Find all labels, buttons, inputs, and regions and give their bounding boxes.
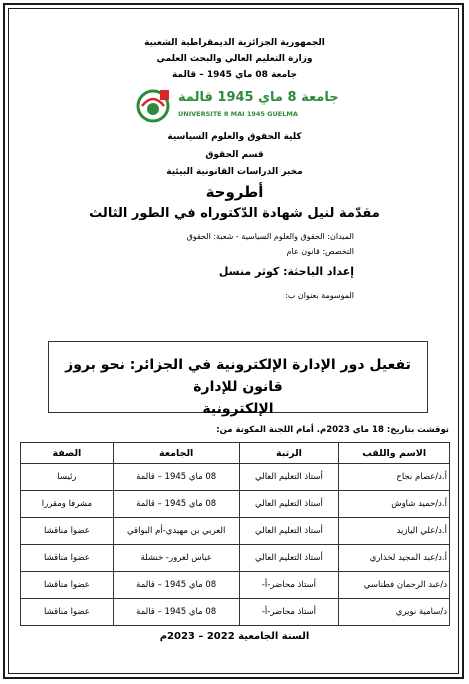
member-name: د/عبد الرحمان فطناسي [339,572,450,599]
member-role: عضوا مناقشا [21,572,114,599]
header-rank: الرتبة [239,443,339,464]
member-name: أ.د/عبد المجيد لخذاري [339,545,450,572]
table-header-row [21,443,450,464]
university-line: جامعة 08 ماي 1945 – قالمة [171,70,298,80]
member-role: عضوا مناقشا [21,599,114,626]
header-name: الاسم واللقب [339,443,450,464]
member-rank: أستاذ التعليم العالي [239,464,339,491]
thesis-type: أطروحة [205,183,264,201]
member-rank: أستاذ التعليم العالي [239,491,339,518]
table-row [21,518,450,545]
table-row [21,572,450,599]
thesis-purpose: مقدّمة لنيل شهادة الدّكتوراه في الطور الثالث [89,206,380,221]
member-name: د/سامية نويري [339,599,450,626]
member-university: العربي بن مهيدي-أم البواقي [113,518,239,545]
member-role: مشرفا ومقررا [21,491,114,518]
logo-french-text: UNIVERSITE 8 MAI 1945 GUELMA [178,110,298,118]
republic-line: الجمهورية الجزائرية الديمقراطية الشعبية [144,38,325,48]
member-rank: أستاذ محاضر-أ- [239,572,339,599]
table-row [21,491,450,518]
lab-line: مخبر الدراسات القانونية البيئية [166,167,303,177]
member-rank: أستاذ التعليم العالي [239,518,339,545]
titled-line: الموسومة بعنوان ب: [285,291,354,300]
logo-arabic-text: جامعة 8 ماي 1945 قالمة [178,90,339,105]
department-line: قسم الحقوق [205,150,264,160]
member-name: أ.د/علي اليازيد [339,518,450,545]
committee-table [20,442,450,626]
member-name: أ.د/عصام نجاح [339,464,450,491]
member-role: رئيسا [21,464,114,491]
academic-year: السنة الجامعية 2022 – 2023م [159,631,310,642]
faculty-line: كلية الحقوق والعلوم السياسية [167,132,302,142]
thesis-title-line1: تفعيل دور الإدارة الإلكترونية في الجزائر: نحو بروز قانون للإدارة [65,357,411,395]
member-name: أ.د/حميد شاوش [339,491,450,518]
author-line: إعداد الباحثة: كوثر منسل [218,265,354,278]
member-university: 08 ماي 1945 – قالمة [113,491,239,518]
table-row [21,599,450,626]
thesis-title-line2: الإلكترونية [202,401,274,417]
member-role: عضوا مناقشا [21,518,114,545]
thesis-title-box [48,341,428,417]
ministry-line: وزارة التعليم العالي والبحث العلمي [156,54,313,64]
university-logo [136,88,339,128]
defense-note: نوقشت بتاريخ: 18 ماي 2023م. أمام اللجنة المكونة من: [216,425,449,435]
university-emblem-icon [136,88,170,124]
member-university: 08 ماي 1945 – قالمة [113,599,239,626]
table-row [21,464,450,491]
header-university: الجامعة [113,443,239,464]
member-rank: أستاذ التعليم العالي [239,545,339,572]
specialty-line: التخصص: قانون عام [286,247,354,256]
member-university: 08 ماي 1945 – قالمة [113,464,239,491]
member-university: عباس لغرور- خنشلة [113,545,239,572]
table-row [21,545,450,572]
field-line: الميدان: الحقوق والعلوم السياسية - شعبة: الحقوق [186,232,354,241]
member-university: 08 ماي 1945 – قالمة [113,572,239,599]
member-role: عضوا مناقشا [21,545,114,572]
member-rank: أستاذ محاضر-أ- [239,599,339,626]
header-role: الصفة [21,443,114,464]
